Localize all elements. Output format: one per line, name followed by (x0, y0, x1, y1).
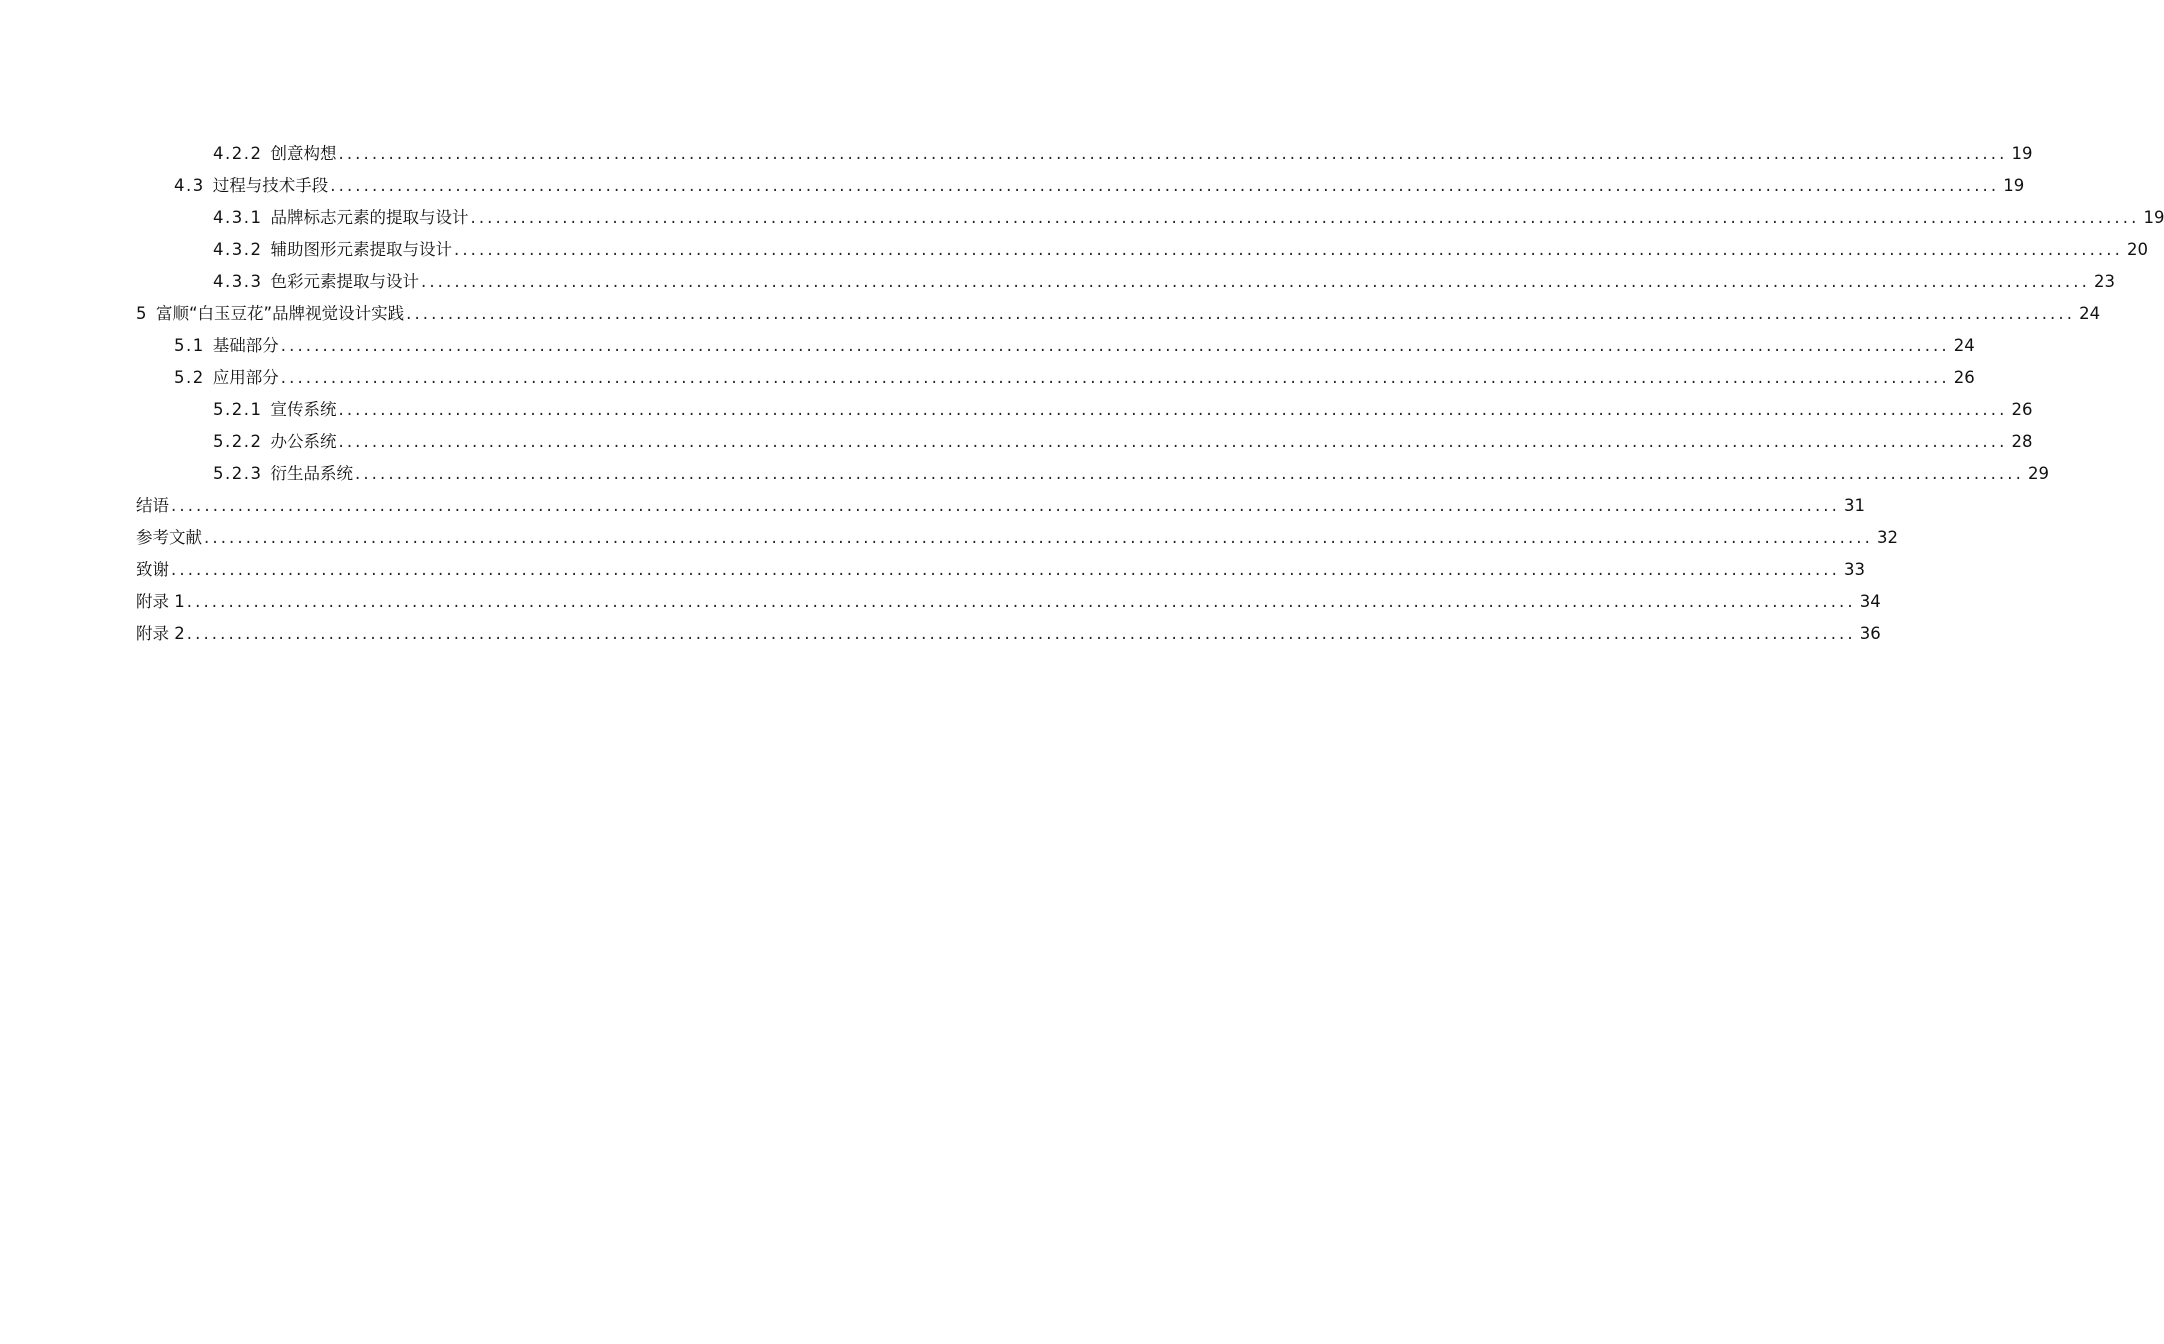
toc-dot-leader: ........................................................................................................................................................................................................ (470, 208, 2140, 227)
toc-dot-leader: ........................................................................................................................................................................................................ (186, 624, 1856, 643)
toc-entry-page: 24 (2079, 304, 2101, 323)
toc-entry[interactable] (136, 330, 1975, 362)
toc-dot-leader: ........................................................................................................................................................................................................ (354, 464, 2024, 483)
toc-entry-title: 衍生品系统 (270, 464, 353, 483)
toc-entry-title: 品牌标志元素的提取与设计 (270, 208, 469, 227)
toc-entry-title: 基础部分 (212, 336, 279, 355)
toc-entry[interactable] (136, 170, 2025, 202)
toc-entry[interactable] (136, 490, 1865, 522)
toc-dot-leader: ........................................................................................................................................................................................................ (338, 400, 2008, 419)
toc-entry-title: 结语 (136, 496, 169, 515)
toc-entry-page: 36 (1859, 624, 1881, 643)
toc-entry-page: 26 (2011, 400, 2033, 419)
toc-entry-number: 5.1 (174, 336, 205, 355)
toc-entry-number: 5.2.3 (213, 464, 263, 483)
toc-entry-page: 34 (1859, 592, 1881, 611)
toc-entry-number: 5.2 (174, 368, 205, 387)
toc-dot-leader: ........................................................................................................................................................................................................ (186, 592, 1856, 611)
toc-dot-leader: ........................................................................................................................................................................................................ (171, 560, 1840, 579)
toc-entry[interactable] (136, 138, 2033, 170)
toc-entry-page: 24 (1953, 336, 1975, 355)
toc-entry-number: 5.2.1 (213, 400, 263, 419)
toc-dot-leader: ........................................................................................................................................................................................................ (338, 432, 2008, 451)
toc-entry-title: 办公系统 (270, 432, 337, 451)
toc-entry-title: 辅助图形元素提取与设计 (270, 240, 452, 259)
toc-dot-leader: ........................................................................................................................................................................................................ (204, 528, 1873, 547)
toc-entry[interactable] (136, 554, 1865, 586)
toc-entry-number: 4.3.2 (213, 240, 263, 259)
toc-entry[interactable] (136, 234, 2148, 266)
toc-entry-title: 创意构想 (270, 144, 337, 163)
toc-entry[interactable] (136, 458, 2049, 490)
toc-entry-title: 过程与技术手段 (212, 176, 329, 195)
toc-entry[interactable] (136, 202, 2164, 234)
toc-dot-leader: ........................................................................................................................................................................................................ (453, 240, 2123, 259)
toc-dot-leader: ........................................................................................................................................................................................................ (406, 304, 2076, 323)
toc-entry-number: 4.3.3 (213, 272, 263, 291)
toc-entry-title: 参考文献 (136, 528, 202, 547)
toc-entry[interactable] (136, 618, 1881, 650)
toc-dot-leader: ........................................................................................................................................................................................................ (280, 368, 1950, 387)
toc-entry-number: 4.3 (174, 176, 205, 195)
toc-dot-leader: ........................................................................................................................................................................................................ (420, 272, 2090, 291)
toc-entry[interactable] (136, 266, 2115, 298)
toc-entry[interactable] (136, 586, 1881, 618)
toc-entry-number: 5.2.2 (213, 432, 263, 451)
toc-entry-page: 28 (2011, 432, 2033, 451)
toc-entry-page: 32 (1876, 528, 1898, 547)
toc-dot-leader: ........................................................................................................................................................................................................ (330, 176, 2000, 195)
toc-entry-number: 4.3.1 (213, 208, 263, 227)
toc-dot-leader: ........................................................................................................................................................................................................ (338, 144, 2008, 163)
toc-entry-page: 20 (2126, 240, 2148, 259)
toc-entry[interactable] (136, 362, 1975, 394)
toc-entry[interactable] (136, 426, 2033, 458)
toc-entry[interactable] (136, 522, 1898, 554)
toc-dot-leader: ........................................................................................................................................................................................................ (280, 336, 1950, 355)
toc-entry-page: 29 (2027, 464, 2049, 483)
toc-entry-title: 宣传系统 (270, 400, 337, 419)
toc-entry-title: 富顺“白玉豆花”品牌视觉设计实践 (156, 304, 405, 323)
toc-entry-page: 33 (1843, 560, 1865, 579)
toc-entry[interactable] (136, 394, 2033, 426)
toc-entry-title: 附录 2 (136, 624, 185, 643)
toc-entry-page: 31 (1843, 496, 1865, 515)
toc-entry-title: 附录 1 (136, 592, 185, 611)
toc-entry-number: 4.2.2 (213, 144, 263, 163)
toc-entry-title: 致谢 (136, 560, 169, 579)
toc-entry-page: 26 (1953, 368, 1975, 387)
toc-dot-leader: ........................................................................................................................................................................................................ (171, 496, 1840, 515)
toc-entry-page: 23 (2093, 272, 2115, 291)
toc-entry-page: 19 (2143, 208, 2164, 227)
toc-entry-number: 5 (136, 304, 148, 323)
table-of-contents (136, 138, 2164, 650)
toc-entry[interactable] (136, 298, 2101, 330)
toc-entry-title: 色彩元素提取与设计 (270, 272, 419, 291)
toc-entry-title: 应用部分 (212, 368, 279, 387)
toc-entry-page: 19 (2003, 176, 2025, 195)
toc-entry-page: 19 (2011, 144, 2033, 163)
